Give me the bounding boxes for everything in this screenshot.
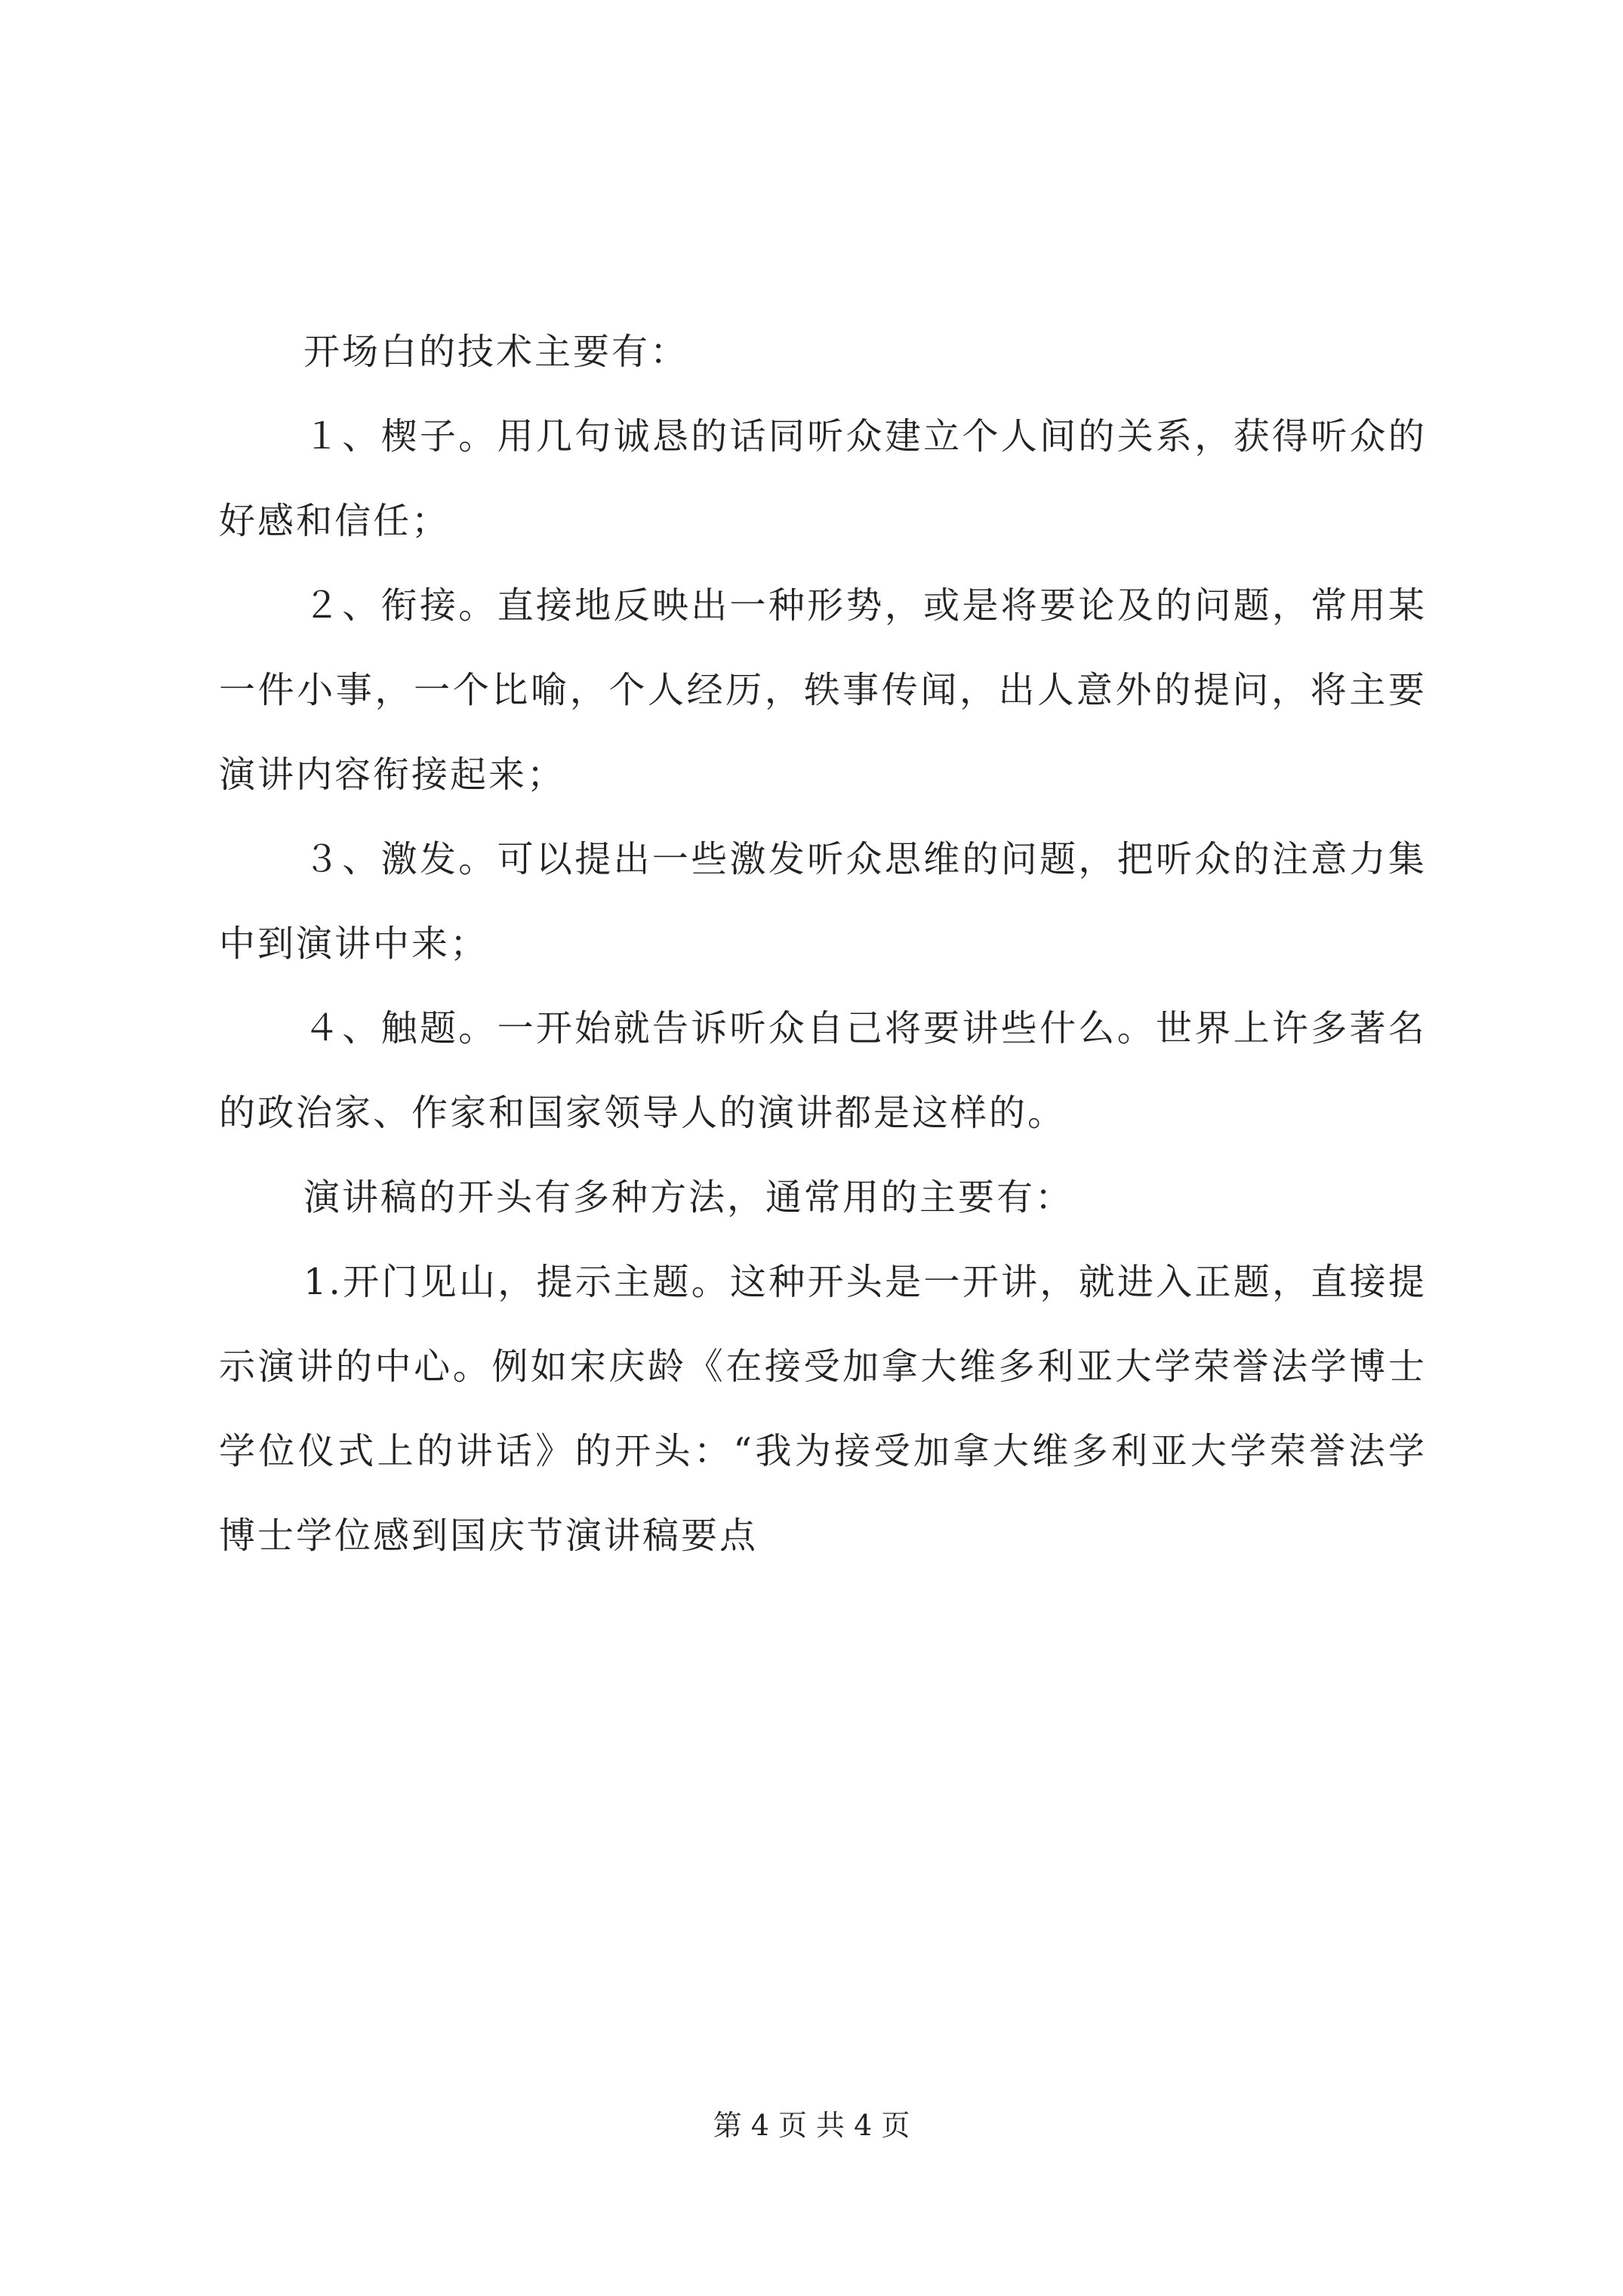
paragraph-item-4: ４、触题。一开始就告诉听众自己将要讲些什么。世界上许多著名的政治家、作家和国家领导人的演讲都是这样的。 <box>219 1007 1427 1134</box>
paragraph-item-2: ２、衔接。直接地反映出一种形势，或是将要论及的问题，常用某一件小事，一个比喻，个人经历，轶事传闻，出人意外的提问，将主要演讲内容衔接起来； <box>219 584 1427 796</box>
paragraph-item-1: １、楔子。用几句诚恳的话同听众建立个人间的关系，获得听众的好感和信任； <box>219 415 1427 542</box>
paragraph-item-3: ３、激发。可以提出一些激发听众思维的问题，把听众的注意力集中到演讲中来； <box>219 838 1427 965</box>
page-footer: 第 4 页 共 4 页 <box>713 2109 910 2142</box>
paragraph-method-1: 1.开门见山，提示主题。这种开头是一开讲，就进入正题，直接提示演讲的中心。例如宋庆龄《在接受加拿大维多利亚大学荣誉法学博士学位仪式上的讲话》的开头：“我为接受加拿大维多利亚大学荣誉法学博士学位感到国庆节演讲稿要点 <box>219 1261 1427 1557</box>
paragraph-intro: 开场白的技术主要有： <box>303 331 689 373</box>
paragraph-methods-intro: 演讲稿的开头有多种方法，通常用的主要有： <box>303 1176 1074 1219</box>
document-body <box>219 310 1427 1578</box>
